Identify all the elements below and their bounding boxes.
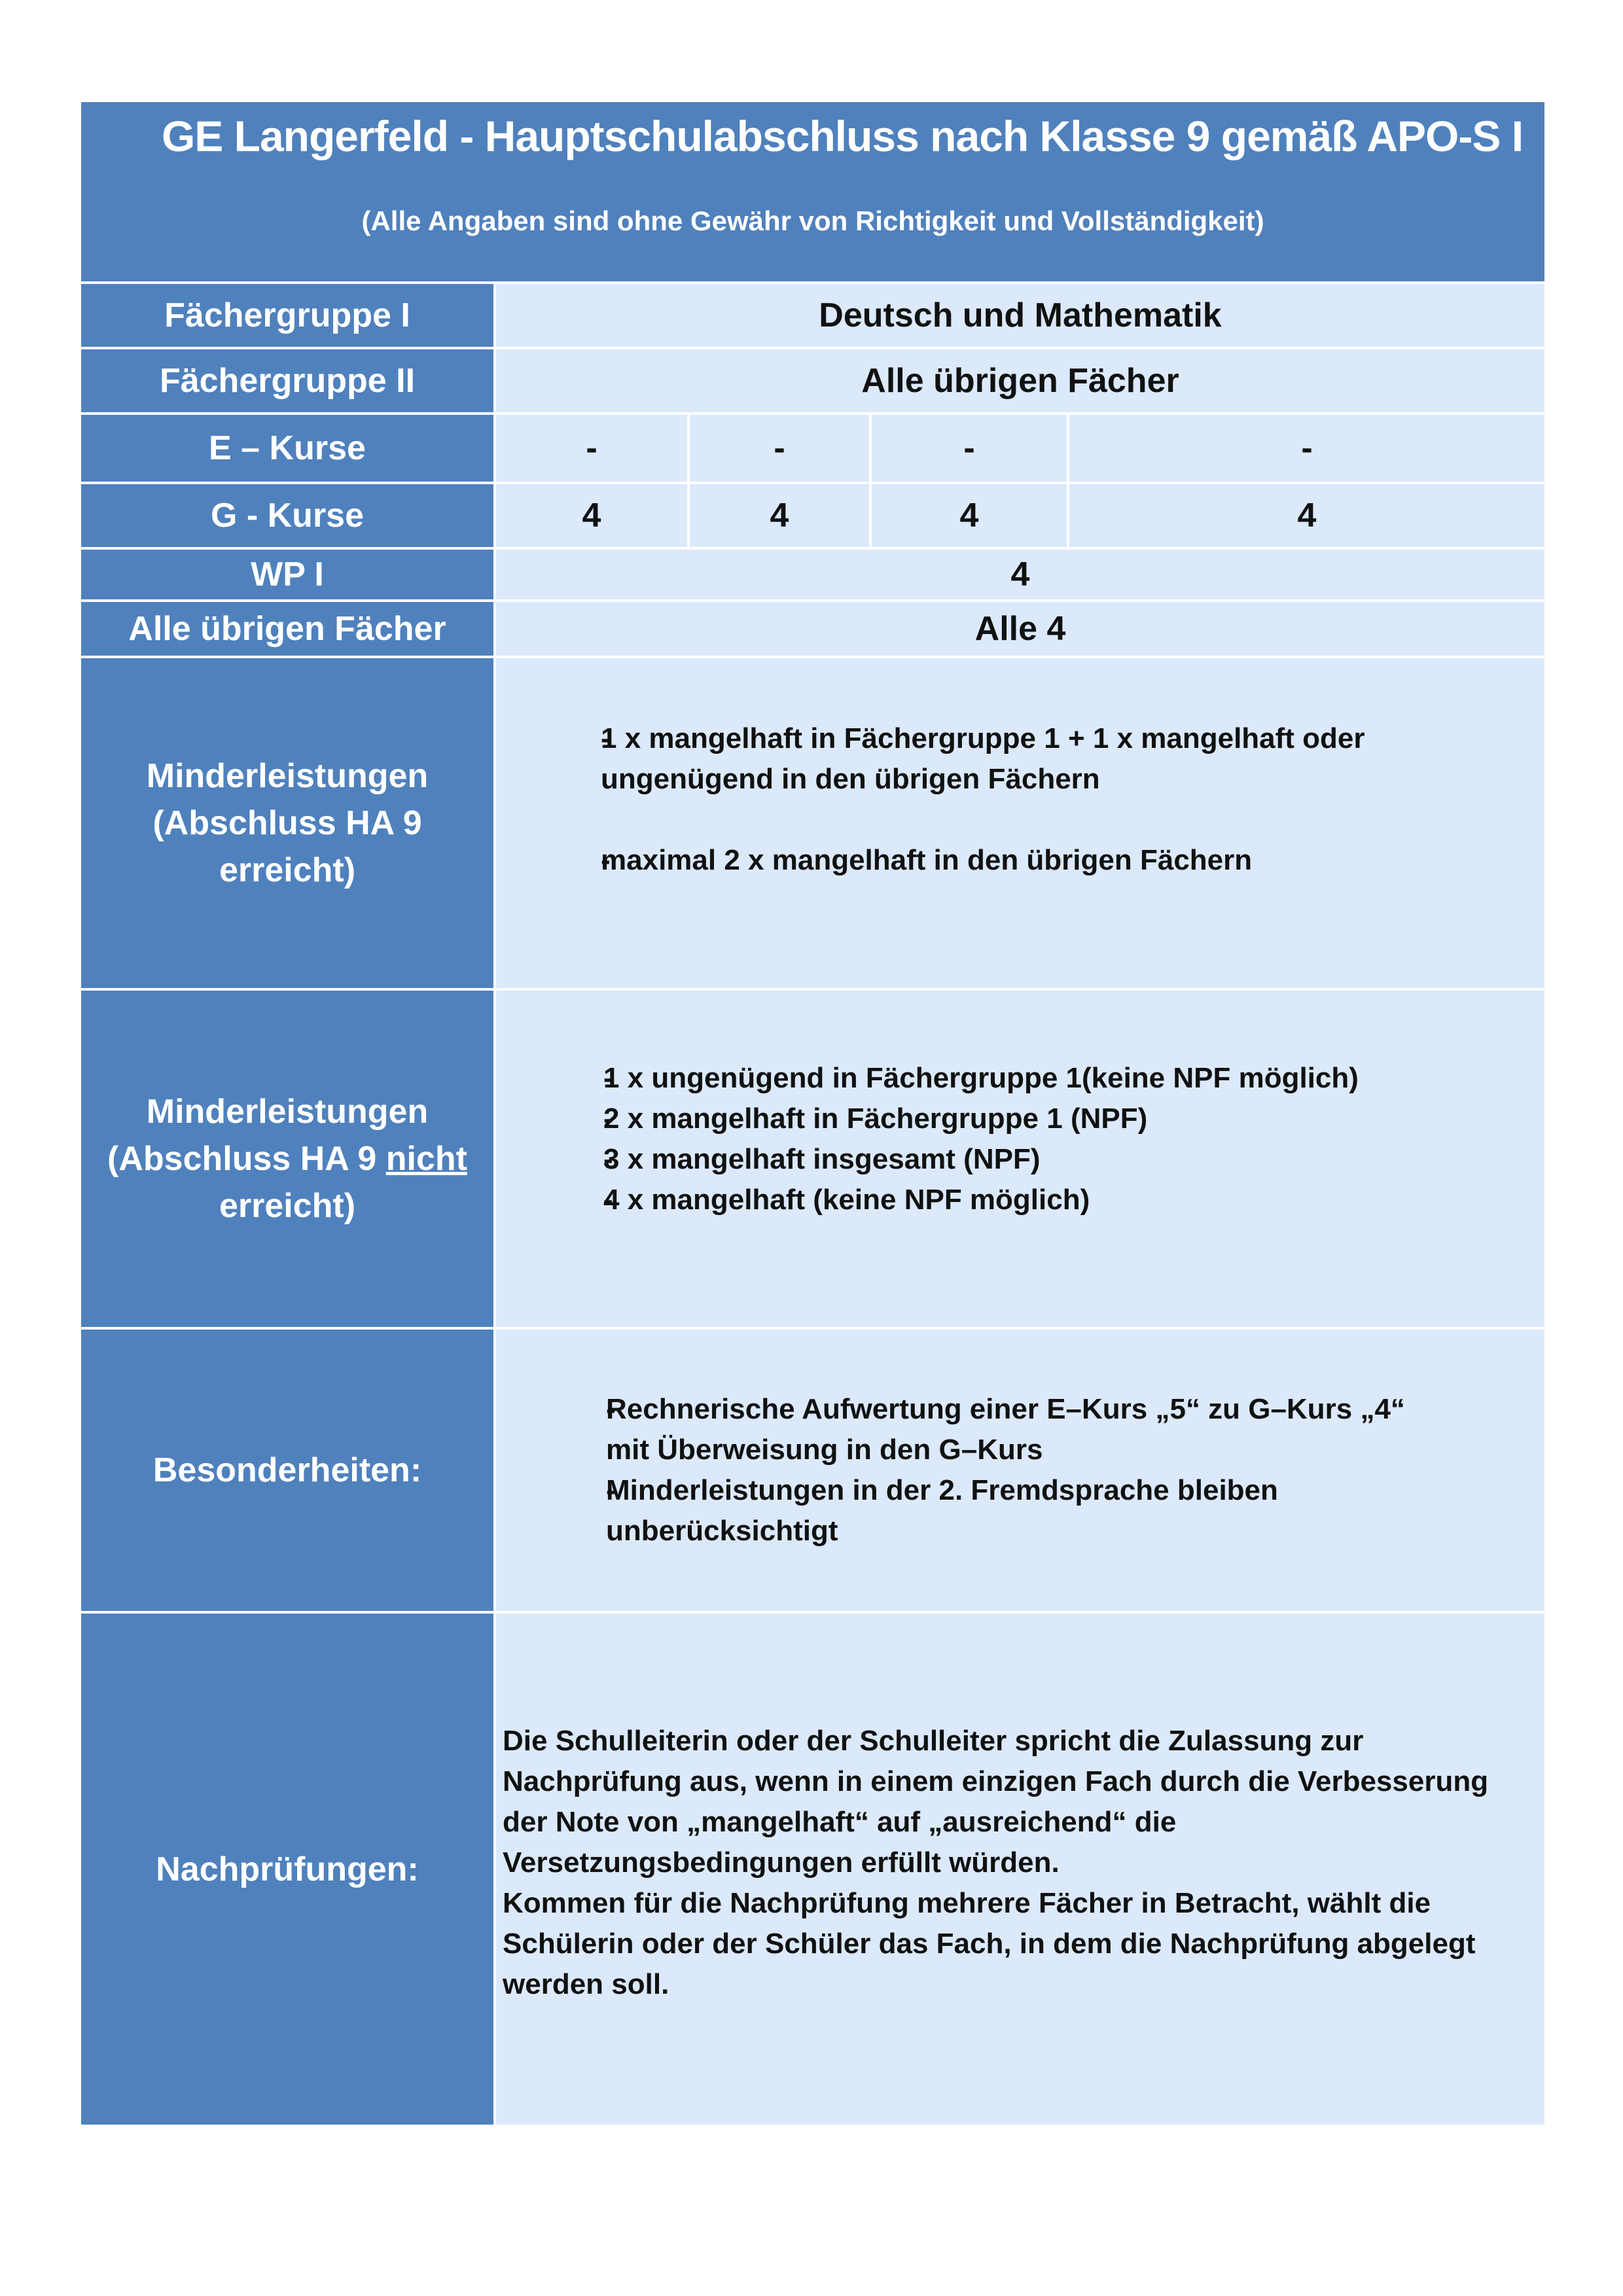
label-e-kurse: E – Kurse <box>80 414 495 483</box>
label-nachpruefungen: Nachprüfungen: <box>80 1612 495 2126</box>
label-line <box>81 1135 493 1182</box>
row-besonderheiten <box>80 1328 1546 1612</box>
g-kurs-value: 4 <box>1068 483 1546 548</box>
row-faechergruppe-1 <box>80 283 1546 348</box>
row-wp1 <box>80 548 1546 601</box>
document-title: GE Langerfeld - Hauptschulabschluss nach Klasse 9 gemäß APO-S I <box>161 112 1524 160</box>
criteria-item: - 1 x mangelhaft in Fächergruppe 1 + 1 x mangelhaft oder ungenügend in den übrigen Fächern <box>558 718 1538 800</box>
header-cell <box>80 101 1546 283</box>
value-alle-uebrigen: Alle 4 <box>495 601 1546 657</box>
e-kurs-value: - <box>870 414 1068 483</box>
g-kurs-value: 4 <box>495 483 688 548</box>
value-wp1: 4 <box>495 548 1546 601</box>
label-faechergruppe-2: Fächergruppe II <box>80 348 495 414</box>
e-kurs-value: - <box>495 414 688 483</box>
g-kurs-value: 4 <box>870 483 1068 548</box>
label-line: (Abschluss HA 9 erreicht) <box>152 804 422 889</box>
value-faechergruppe-1: Deutsch und Mathematik <box>495 283 1546 348</box>
label-text: (Abschluss HA 9 <box>107 1140 386 1178</box>
content-minderleistungen-nicht-erreicht <box>495 989 1546 1328</box>
criteria-item: - 2 x mangelhaft in Fächergruppe 1 (NPF) <box>580 1099 1544 1139</box>
criteria-item: - Rechnerische Aufwertung einer E–Kurs „5“ zu G–Kurs „4“ mit Überweisung in den G–Kurs <box>580 1389 1420 1470</box>
criteria-list <box>580 1389 1420 1551</box>
label-line: erreicht) <box>219 1187 356 1225</box>
label-faechergruppe-1: Fächergruppe I <box>80 283 495 348</box>
criteria-item: - 3 x mangelhaft insgesamt (NPF) <box>580 1139 1544 1180</box>
label-minderleistungen-nicht-erreicht <box>80 989 495 1328</box>
row-alle-uebrigen <box>80 601 1546 657</box>
row-nachpruefungen <box>80 1612 1546 2126</box>
content-nachpruefungen <box>495 1612 1546 2126</box>
row-g-kurse <box>80 483 1546 548</box>
criteria-list <box>558 718 1538 881</box>
row-minderleistungen-erreicht <box>80 657 1546 989</box>
label-g-kurse: G - Kurse <box>80 483 495 548</box>
value-faechergruppe-2: Alle übrigen Fächer <box>495 348 1546 414</box>
label-wp1: WP I <box>80 548 495 601</box>
content-besonderheiten <box>495 1328 1546 1612</box>
paragraph: Die Schulleiterin oder der Schulleiter spricht die Zulassung zur Nachprüfung aus, wenn in einem einzigen Fach durch die Verbesserung der Note von „mangelhaft“ auf „ausreichend“ die Versetzungsbedingungen erfüllt würden. <box>503 1724 1489 1879</box>
label-minderleistungen-erreicht <box>80 657 495 989</box>
e-kurs-value: - <box>688 414 870 483</box>
label-alle-uebrigen: Alle übrigen Fächer <box>80 601 495 657</box>
criteria-item: - 1 x ungenügend in Fächergruppe 1(keine NPF möglich) <box>580 1058 1544 1099</box>
paragraph: Kommen für die Nachprüfung mehrere Fächer in Betracht, wählt die Schülerin oder der Schüler das Fach, in dem die Nachprüfung abgelegt werden soll. <box>503 1886 1476 2000</box>
disclaimer: (Alle Angaben sind ohne Gewähr von Richtigkeit und Vollständigkeit) <box>361 205 1264 236</box>
label-emphasis: nicht <box>385 1140 467 1178</box>
row-faechergruppe-2 <box>80 348 1546 414</box>
e-kurs-value: - <box>1068 414 1546 483</box>
criteria-item: - 4 x mangelhaft (keine NPF möglich) <box>580 1180 1544 1220</box>
g-kurs-value: 4 <box>688 483 870 548</box>
nachpruefungen-text <box>496 1721 1544 2005</box>
label-line: Minderleistungen <box>146 757 429 795</box>
requirements-table <box>79 99 1547 2127</box>
criteria-item: - maximal 2 x mangelhaft in den übrigen Fächern <box>558 840 1538 881</box>
label-line: Minderleistungen <box>146 1093 429 1131</box>
content-minderleistungen-erreicht <box>495 657 1546 989</box>
criteria-item: - Minderleistungen in der 2. Fremdsprache bleiben unberücksichtigt <box>580 1470 1420 1551</box>
label-besonderheiten: Besonderheiten: <box>80 1328 495 1612</box>
row-minderleistungen-nicht-erreicht <box>80 989 1546 1328</box>
criteria-list <box>580 1058 1544 1220</box>
row-e-kurse <box>80 414 1546 483</box>
header-row <box>80 101 1546 283</box>
